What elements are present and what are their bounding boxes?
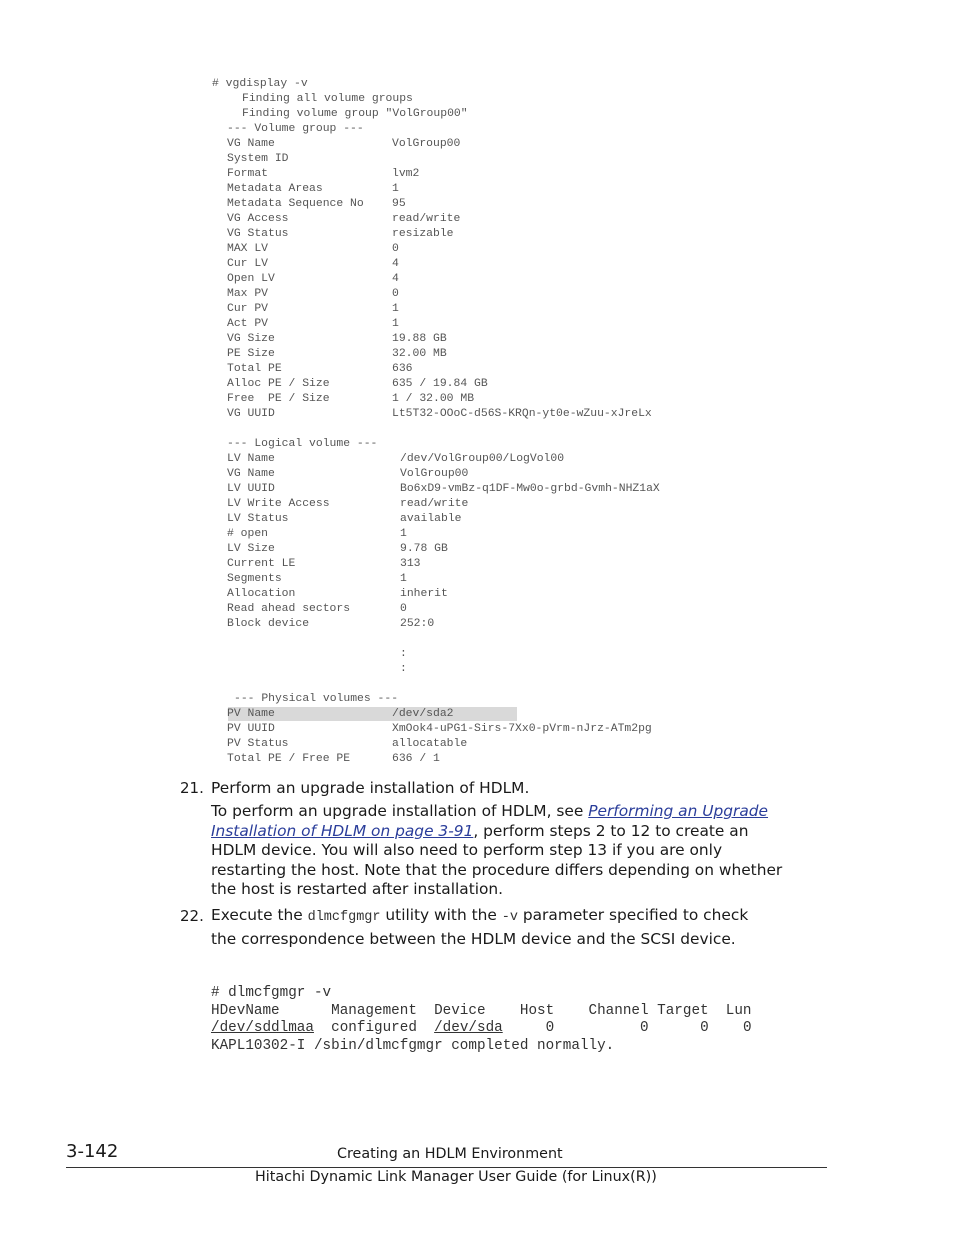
vg-header-line: Finding volume group "VolGroup00" [242, 108, 468, 120]
vg-field-value: 4 [392, 258, 399, 270]
lv-field-value: read/write [400, 498, 469, 510]
lv-field-value: 9.78 GB [400, 543, 448, 555]
code-line-header: HDevName Management Device Host Channel Target Lun [211, 1002, 752, 1019]
pv-field-value: 636 / 1 [392, 753, 440, 765]
lv-field-value: available [400, 513, 462, 525]
pv-section-header: --- Physical volumes --- [234, 693, 399, 705]
vg-field-value: resizable [392, 228, 454, 240]
vg-field-value: 1 / 32.00 MB [392, 393, 475, 405]
lv-field-key: Allocation [227, 588, 296, 600]
vg-field-value: 635 / 19.84 GB [392, 378, 488, 390]
vg-field-key: Open LV [227, 273, 275, 285]
vg-field-value: 95 [392, 198, 406, 210]
para-line4: restarting the host. Note that the procedure differs depending on whether [211, 860, 783, 879]
upgrade-installation-link[interactable]: Performing an Upgrade [588, 802, 769, 820]
hdevname-value: /dev/sddlmaa [211, 1020, 314, 1037]
ellipsis: : [400, 663, 407, 675]
chapter-title: Creating an HDLM Environment [337, 1146, 563, 1162]
pv-field-key: PV Status [227, 738, 289, 750]
pv-field-value: allocatable [392, 738, 468, 750]
lv-field-key: LV Size [227, 543, 275, 555]
vg-field-key: VG Size [227, 333, 275, 345]
vg-field-key: MAX LV [227, 243, 269, 255]
step-22-text-a: Execute the [211, 906, 308, 924]
vg-field-key: Free PE / Size [227, 393, 330, 405]
vgdisplay-screenshot [212, 77, 732, 767]
vg-header-line: --- Volume group --- [227, 123, 364, 135]
step-21-title: Perform an upgrade installation of HDLM. [211, 779, 530, 797]
step-21-paragraph [211, 802, 831, 900]
vg-field-value: 636 [392, 363, 413, 375]
lv-field-value: 1 [400, 573, 407, 585]
page-number: 3-142 [66, 1141, 119, 1162]
vg-field-key: Metadata Sequence No [227, 198, 364, 210]
vg-field-value: 1 [392, 303, 399, 315]
lv-field-key: LV Name [227, 453, 275, 465]
step-22-text-c: parameter specified to check [517, 906, 749, 924]
upgrade-installation-link-cont[interactable]: Installation of HDLM on page 3-91 [211, 821, 474, 840]
code-line-row [211, 1020, 752, 1037]
vg-field-value: 1 [392, 183, 399, 195]
v-param-code: -v [501, 910, 518, 925]
lv-field-key: LV Status [227, 513, 289, 525]
code-line-result: KAPL10302-I /sbin/dlmcfgmgr completed normally. [211, 1037, 615, 1054]
step-22-line2: the correspondence between the HDLM device and the SCSI device. [211, 929, 736, 948]
vg-field-value: VolGroup00 [392, 138, 461, 150]
vg-field-key: VG UUID [227, 408, 275, 420]
vg-field-key: VG Status [227, 228, 289, 240]
vg-header-line: # vgdisplay -v [212, 78, 308, 90]
vg-field-value: 19.88 GB [392, 333, 447, 345]
guide-title: Hitachi Dynamic Link Manager User Guide (for Linux(R)) [255, 1169, 657, 1185]
step-22-text [211, 906, 831, 949]
ellipsis: : [400, 648, 407, 660]
vg-field-value: read/write [392, 213, 461, 225]
dlmcfgmgr-output [211, 968, 752, 1072]
vg-field-key: Cur PV [227, 303, 269, 315]
row-numbers: 0 0 0 0 [502, 1020, 752, 1037]
vg-field-value: 0 [392, 243, 399, 255]
vg-field-key: Alloc PE / Size [227, 378, 330, 390]
lv-field-key: Block device [227, 618, 310, 630]
vg-field-key: Format [227, 168, 269, 180]
para-line5: the host is restarted after installation. [211, 880, 504, 899]
management-value: configured [313, 1020, 435, 1037]
footer-divider [66, 1167, 827, 1168]
lv-field-value: 0 [400, 603, 407, 615]
lv-field-key: # open [227, 528, 269, 540]
lv-field-value: 1 [400, 528, 407, 540]
vg-field-key: VG Access [227, 213, 289, 225]
vg-field-value: lvm2 [392, 168, 420, 180]
vg-field-value: 0 [392, 288, 399, 300]
lv-field-value: Bo6xD9-vmBz-q1DF-Mw0o-grbd-Gvmh-NHZ1aX [400, 483, 660, 495]
step-21-number: 21. [180, 779, 204, 797]
vg-field-key: Total PE [227, 363, 282, 375]
code-line-command: # dlmcfgmgr -v [211, 985, 332, 1002]
vg-field-key: Max PV [227, 288, 269, 300]
pv-field-key: Total PE / Free PE [227, 753, 351, 765]
lv-field-value: inherit [400, 588, 448, 600]
vg-field-value: 1 [392, 318, 399, 330]
vg-field-key: Act PV [227, 318, 269, 330]
vg-field-value: 4 [392, 273, 399, 285]
pv-field-value: XmOok4-uPG1-Sirs-7Xx0-pVrm-nJrz-ATm2pg [392, 723, 652, 735]
pv-field-key: PV UUID [227, 723, 275, 735]
step-22-text-b: utility with the [380, 906, 502, 924]
vg-field-key: System ID [227, 153, 289, 165]
lv-field-key: LV Write Access [227, 498, 330, 510]
para-prefix: To perform an upgrade installation of HDLM, see [211, 802, 589, 820]
para-line2-rest: , perform steps 2 to 12 to create an [473, 821, 749, 840]
lv-field-key: Current LE [227, 558, 296, 570]
lv-field-key: VG Name [227, 468, 275, 480]
vg-field-key: Metadata Areas [227, 183, 323, 195]
lv-section-header: --- Logical volume --- [227, 438, 378, 450]
lv-field-value: 252:0 [400, 618, 435, 630]
lv-field-key: Read ahead sectors [227, 603, 351, 615]
lv-field-key: Segments [227, 573, 282, 585]
step-22-number: 22. [180, 907, 204, 925]
pv-field-key: PV Name [227, 708, 275, 720]
vg-field-value: Lt5T32-OOoC-d56S-KRQn-yt0e-wZuu-xJreLx [392, 408, 652, 420]
lv-field-value: VolGroup00 [400, 468, 469, 480]
vg-field-value: 32.00 MB [392, 348, 447, 360]
vg-field-key: PE Size [227, 348, 275, 360]
device-value: /dev/sda [434, 1020, 503, 1037]
vg-field-key: Cur LV [227, 258, 269, 270]
lv-field-key: LV UUID [227, 483, 275, 495]
para-line3: HDLM device. You will also need to perform step 13 if you are only [211, 841, 723, 860]
vg-field-key: VG Name [227, 138, 275, 150]
pv-field-value: /dev/sda2 [392, 708, 454, 720]
lv-field-value: 313 [400, 558, 421, 570]
lv-field-value: /dev/VolGroup00/LogVol00 [400, 453, 565, 465]
dlmcfgmgr-code: dlmcfgmgr [307, 910, 381, 925]
vg-header-line: Finding all volume groups [242, 93, 413, 105]
